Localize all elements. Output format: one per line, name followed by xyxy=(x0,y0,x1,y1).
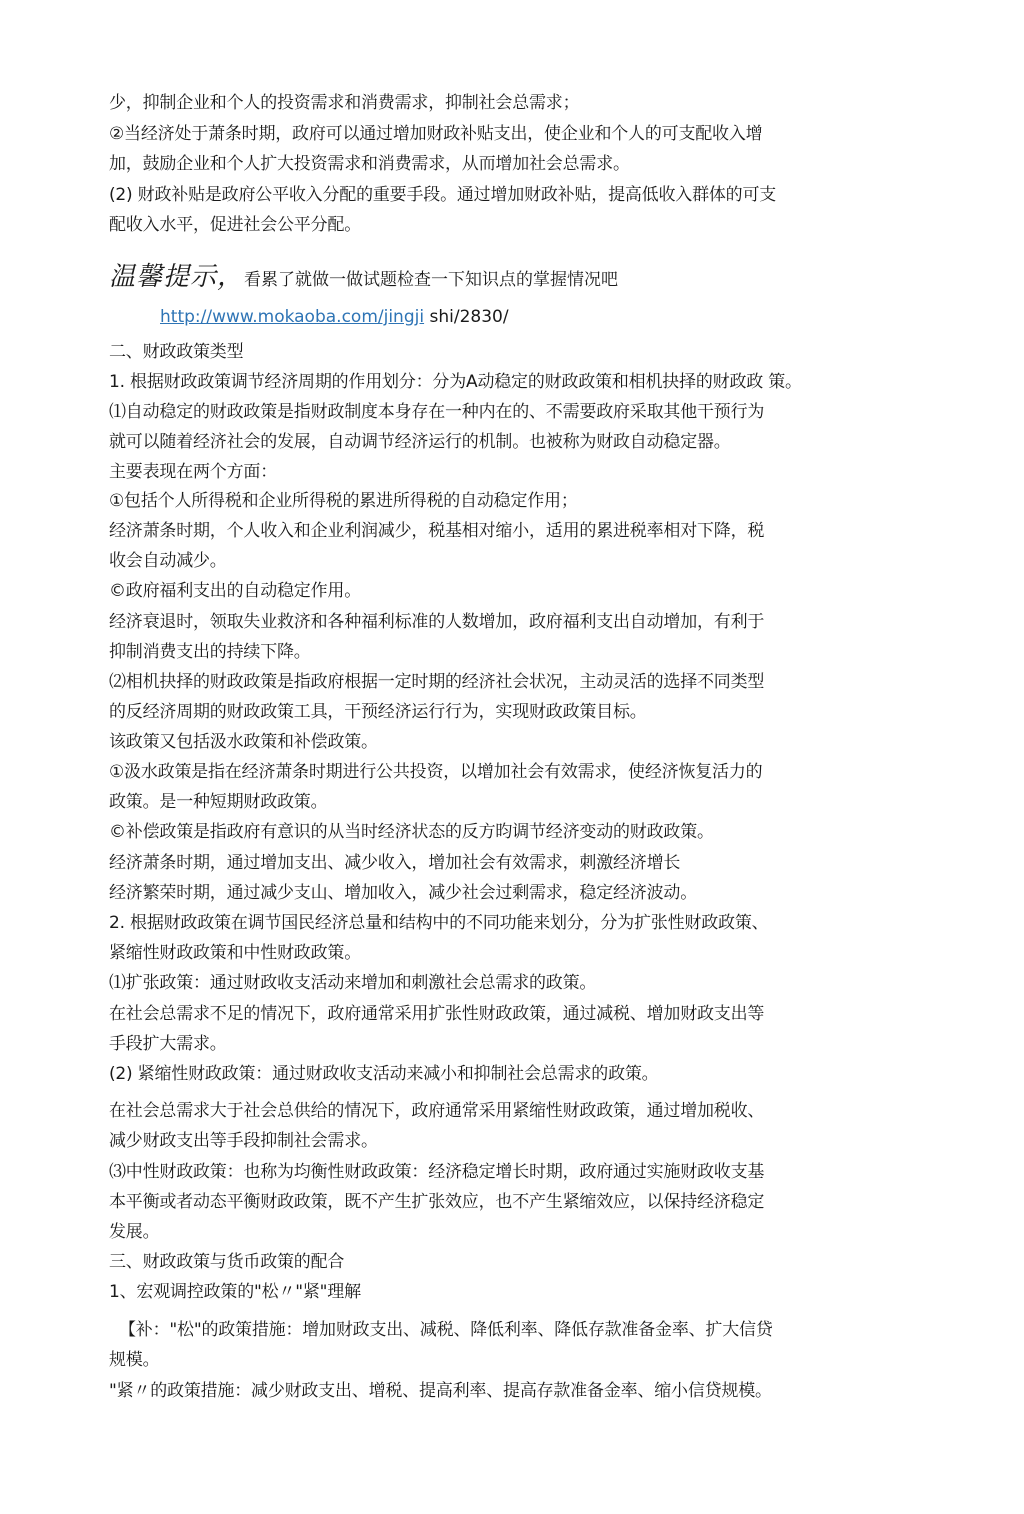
section-heading: 二、财政政策类型 xyxy=(109,342,244,362)
text-line: 经济萧条时期，个人收入和企业利润减少，税基相对缩小，适用的累进税率相对下降，税 xyxy=(109,521,765,541)
text-line: "紧〃的政策措施：减少财政支出、增税、提高利率、提高存款准备金率、缩小信贷规模。 xyxy=(109,1381,772,1401)
url-suffix: shi/2830/ xyxy=(424,307,509,327)
text-line: 就可以随着经济社会的发展，自动调节经济运行的机制。也被称为财政自动稳定器。 xyxy=(109,432,731,452)
text-line: 紧缩性财政政策和中性财政政策。 xyxy=(109,943,361,963)
text-line: 规模。 xyxy=(109,1350,160,1370)
text-line: 主要表现在两个方面： xyxy=(109,462,277,482)
text-line: 收会自动减少。 xyxy=(109,551,227,571)
text-line: 在社会总需求不足的情况下，政府通常采用扩张性财政政策，通过减税、增加财政支出等 xyxy=(109,1004,765,1024)
practice-link[interactable]: http://www.mokaoba.com/jingji xyxy=(160,307,425,327)
text-line: 该政策又包括汲水政策和补偿政策。 xyxy=(109,732,378,752)
text-line: ⑶中性财政政策：也称为均衡性财政政策：经济稳定增长时期，政府通过实施财政收支基 xyxy=(109,1162,765,1182)
text-line: (2) 紧缩性财政政策：通过财政收支活动来减小和抑制社会总需求的政策。 xyxy=(109,1064,659,1084)
text-line: ①汲水政策是指在经济萧条时期进行公共投资，以增加社会有效需求，使经济恢复活力的 xyxy=(109,762,763,782)
text-line: 在社会总需求大于社会总供给的情况下，政府通常采用紧缩性财政政策，通过增加税收、 xyxy=(109,1101,765,1121)
text-line: ②当经济处于萧条时期，政府可以通过增加财政补贴支出，使企业和个人的可支配收入增 xyxy=(109,124,763,144)
tip-heading: 温馨提示， xyxy=(109,262,245,292)
text-line: 1. 根据财政政策调节经济周期的作用划分：分为A动稳定的财政政策和相机抉择的财政政 策。 xyxy=(109,372,802,392)
section-heading: 三、财政政策与货币政策的配合 xyxy=(109,1252,345,1272)
text-line: 2. 根据财政政策在调节国民经济总量和结构中的不同功能来划分，分为扩张性财政政策、 xyxy=(109,913,769,933)
tip-text: 看累了就做一做试题检查一下知识点的掌握情况吧 xyxy=(244,270,619,290)
text-line: 政策。是一种短期财政政策。 xyxy=(109,792,328,812)
text-line: 1、宏观调控政策的"松〃"紧"理解 xyxy=(109,1282,361,1302)
url-line xyxy=(160,307,509,327)
text-line: 配收入水平，促进社会公平分配。 xyxy=(109,215,361,235)
text-line: 发展。 xyxy=(109,1222,160,1242)
text-line: 的反经济周期的财政政策工具，干预经济运行行为，实现财政政策目标。 xyxy=(109,702,647,722)
text-line: ⑴扩张政策：通过财政收支活动来增加和刺激社会总需求的政策。 xyxy=(109,973,597,993)
text-line: ©政府福利支出的自动稳定作用。 xyxy=(109,581,361,601)
text-line: 本平衡或者动态平衡财政政策，既不产生扩张效应，也不产生紧缩效应，以保持经济稳定 xyxy=(109,1192,765,1212)
text-line: 少，抑制企业和个人的投资需求和消费需求，抑制社会总需求； xyxy=(109,93,580,113)
text-line: ©补偿政策是指政府有意识的从当时经济状态的反方昀调节经济变动的财政政策。 xyxy=(109,822,714,842)
text-line: 手段扩大需求。 xyxy=(109,1034,227,1054)
text-line: 经济繁荣时期，通过减少支山、增加收入，减少社会过剩需求，稳定经济波动。 xyxy=(109,883,697,903)
text-line: 经济萧条时期，通过增加支出、减少收入，增加社会有效需求，刺激经济增长 xyxy=(109,853,681,873)
tip-line xyxy=(109,256,618,293)
text-line: ⑵相机抉择的财政政策是指政府根据一定时期的经济社会状况，主动灵活的选择不同类型 xyxy=(109,672,765,692)
text-line: ⑴自动稳定的财政政策是指财政制度本身存在一种内在的、不需要政府采取其他干预行为 xyxy=(109,402,765,422)
text-line: 经济衰退时，领取失业救济和各种福利标准的人数增加，政府福利支出自动增加，有利于 xyxy=(109,612,765,632)
text-line: (2) 财政补贴是政府公平收入分配的重要手段。通过增加财政补贴，提高低收入群体的可支 xyxy=(109,185,777,205)
text-line: 【补："松"的政策措施：增加财政支出、减税、降低利率、降低存款准备金率、扩大信贷 xyxy=(119,1320,773,1340)
text-line: 加，鼓励企业和个人扩大投资需求和消费需求，从而增加社会总需求。 xyxy=(109,154,630,174)
text-line: ①包括个人所得税和企业所得税的累进所得税的自动稳定作用； xyxy=(109,491,578,511)
text-line: 抑制消费支出的持续下降。 xyxy=(109,642,311,662)
text-line: 减少财政支出等手段抑制社会需求。 xyxy=(109,1131,378,1151)
